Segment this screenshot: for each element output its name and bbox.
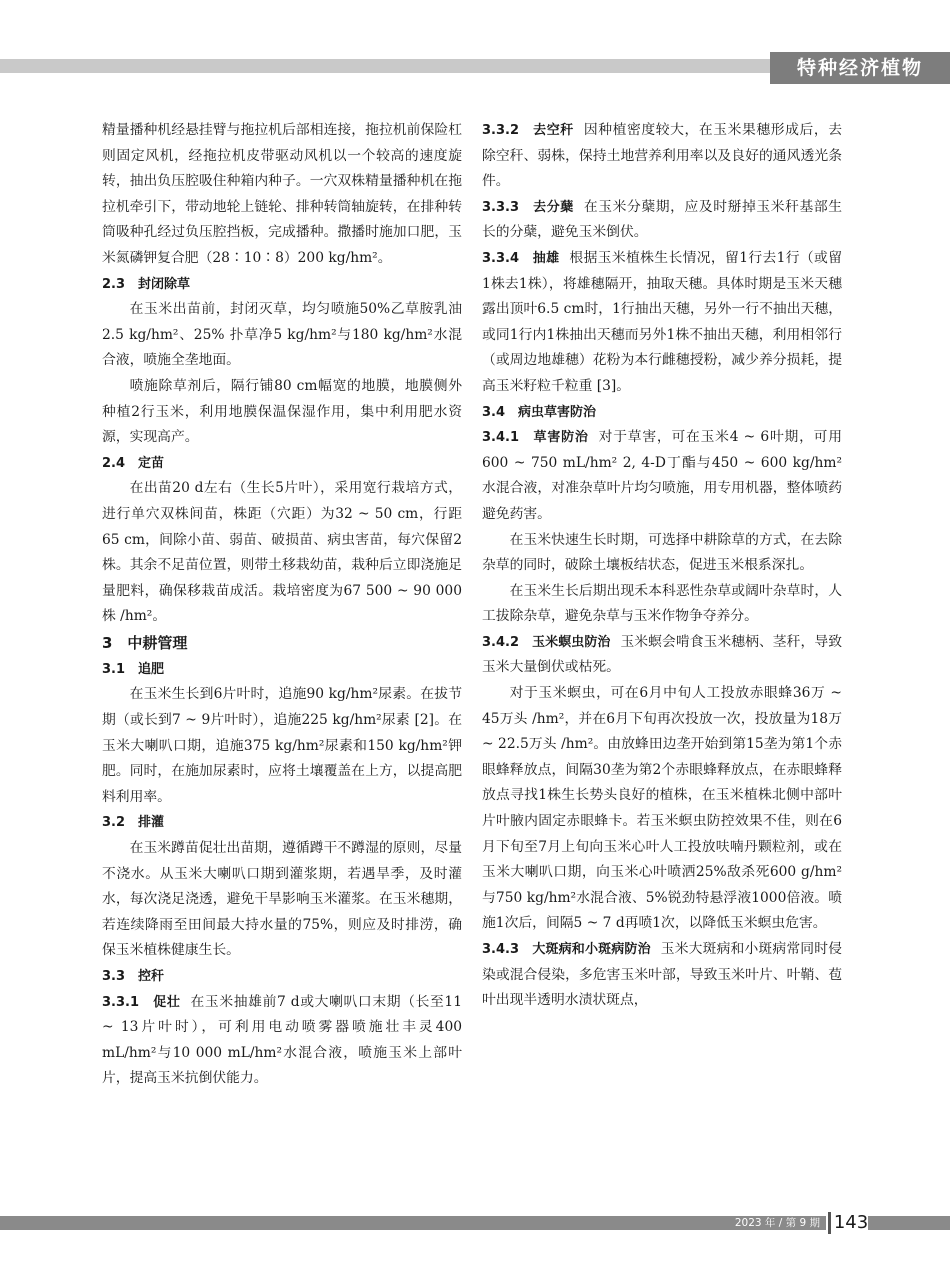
journal-section-label: 特种经济植物 bbox=[770, 52, 950, 84]
footer-bar-end bbox=[868, 1216, 950, 1230]
paragraph: 在玉米抽雄前7 d或大喇叭口末期（长至11 ~ 13片叶时），可利用电动喷雾器喷施壮丰灵400 mL/hm²与10 000 mL/hm²水混合液，喷施玉米上部叶片，提高玉米抗倒伏能力。 bbox=[102, 993, 462, 1087]
subsection-heading: 3.3.4 抽雄 bbox=[482, 250, 560, 266]
right-column bbox=[482, 118, 842, 1014]
subsection-heading: 3.3.1 促壮 bbox=[102, 994, 181, 1010]
subsection-heading: 3.4.3 大斑病和小斑病防治 bbox=[482, 942, 651, 957]
paragraph: 在玉米生长后期出现禾本科恶性杂草或阔叶杂草时，人工拔除杂草，避免杂草与玉米作物争夺养分。 bbox=[482, 582, 842, 625]
paragraph: 喷施除草剂后，隔行铺80 cm幅宽的地膜，地膜侧外种植2行玉米，利用地膜保温保湿作用，集中利用肥水资源，实现高产。 bbox=[102, 377, 462, 446]
subsection-heading: 3.3.3 去分蘖 bbox=[482, 199, 574, 215]
issue-label: 2023 年 / 第 9 期 bbox=[734, 1217, 820, 1229]
subsection-heading: 3.4.2 玉米螟虫防治 bbox=[482, 634, 611, 650]
subsection-heading: 3.3.2 去空秆 bbox=[482, 123, 574, 138]
left-column bbox=[102, 118, 462, 1092]
page-number: 143 bbox=[828, 1212, 871, 1234]
paragraph: 精量播种机经悬挂臂与拖拉机后部相连接，拖拉机前保险杠则固定风机，经拖拉机皮带驱动风机以一个较高的速度旋转，抽出负压腔吸住种箱内种子。一穴双株精量播种机在拖拉机牵引下，带动地轮上链轮、排种转筒轴旋转，在排种转筒吸种孔经过负压腔挡板，完成播种。撒播时施加口肥，玉米氮磷钾复合肥（28∶10∶8）200 kg/hm²。 bbox=[102, 122, 462, 266]
section-heading: 3.4 病虫草害防治 bbox=[482, 404, 597, 420]
paragraph: 在出苗20 d左右（生长5片叶），采用宽行栽培方式，进行单穴双株间苗，株距（穴距）为32 ~ 50 cm，行距65 cm，间除小苗、弱苗、破损苗、病虫害苗，每穴保留2株。其余不足苗位置，则带土移栽幼苗，栽种后立即浇施足量肥料，确保移栽苗成活。栽培密度为67 500 ~ 90 000株 /hm²。 bbox=[102, 480, 462, 625]
paragraph: 对于草害，可在玉米4 ~ 6叶期，可用600 ~ 750 mL/hm² 2, 4-D丁酯与450 ~ 600 kg/hm²水混合液，对准杂草叶片均匀喷施，用专用机器，整体喷药避免药害。 bbox=[482, 429, 843, 522]
paragraph: 因种植密度较大，在玉米果穗形成后，去除空秆、弱株，保持土地营养利用率以及良好的通风透光条件。 bbox=[482, 122, 843, 190]
section-heading: 3.2 排灌 bbox=[102, 815, 165, 831]
chapter-heading: 3 中耕管理 bbox=[102, 633, 188, 652]
paragraph: 在玉米生长到6片叶时，追施90 kg/hm²尿素。在拔节期（或长到7 ~ 9片叶时），追施225 kg/hm²尿素 [2]。在玉米大喇叭口期，追施375 kg/hm²尿素和150 kg/hm²钾肥。同时，在施加尿素时，应将土壤覆盖在上方，以提高肥料利用率。 bbox=[102, 686, 462, 805]
paragraph: 对于玉米螟虫，可在6月中旬人工投放赤眼蜂36万 ~ 45万头 /hm²，并在6月下旬再次投放一次，投放量为18万 ~ 22.5万头 /hm²。由放蜂田边垄开始到第15垄为第1个赤眼蜂释放点，间隔30垄为第2个赤眼蜂释放点，在赤眼蜂释放点寻找1株生长势头良好的植株，在玉米植株北侧中部叶片叶腋内固定赤眼蜂卡。若玉米螟虫防控效果不佳，则在6月下旬至7月上旬向玉米心叶人工投放呋喃丹颗粒剂，或在玉米大喇叭口期，向玉米心叶喷洒25%敌杀死600 g/hm²与750 kg/hm²水混合液、5%锐劲特悬浮液1000倍液。喷施1次后，间隔5 ~ 7 d再喷1次，以降低玉米螟虫危害。 bbox=[482, 685, 842, 932]
header-strip bbox=[0, 59, 770, 73]
subsection-heading: 3.4.1 草害防治 bbox=[482, 430, 589, 446]
paragraph: 在玉米分蘖期，应及时掰掉玉米秆基部生长的分蘖，避免玉米倒伏。 bbox=[482, 198, 843, 241]
paragraph: 在玉米蹲苗促壮出苗期，遵循蹲干不蹲湿的原则，尽量不浇水。从玉米大喇叭口期到灌浆期，若遇旱季，及时灌水，每次浇足浇透，避免干旱影响玉米灌浆。在玉米穗期，若连续降雨至田间最大持水量的75%，则应及时排涝，确保玉米植株健康生长。 bbox=[102, 840, 462, 959]
section-heading: 3.3 控秆 bbox=[102, 969, 165, 984]
paragraph: 玉米大斑病和小斑病常同时侵染或混合侵染，多危害玉米叶部，导致玉米叶片、叶鞘、苞叶出现半透明水渍状斑点， bbox=[482, 941, 842, 1009]
paragraph: 玉米螟会啃食玉米穗柄、茎秆，导致玉米大量倒伏或枯死。 bbox=[482, 633, 843, 676]
paragraph: 在玉米出苗前，封闭灭草，均匀喷施50%乙草胺乳油2.5 kg/hm²、25% 扑草净5 kg/hm²与180 kg/hm²水混合液，喷施全垄地面。 bbox=[102, 301, 462, 369]
section-heading: 2.4 定苗 bbox=[102, 455, 165, 471]
section-heading: 2.3 封闭除草 bbox=[102, 276, 191, 292]
section-heading: 3.1 追肥 bbox=[102, 661, 165, 677]
page-footer bbox=[0, 1212, 950, 1234]
paragraph: 根据玉米植株生长情况，留1行去1行（或留1株去1株），将雄穗隔开，抽取天穗。具体时期是玉米天穗露出顶叶6.5 cm时，1行抽出天穗，另外一行不抽出天穗，或同1行内1株抽出天穗而另外1株不抽出天穗，利用相邻行（或周边地雄穗）花粉为本行雌穗授粉，减少养分损耗，提高玉米籽粒千粒重 [3]。 bbox=[482, 249, 842, 394]
section-header-band bbox=[0, 52, 950, 84]
paragraph: 在玉米快速生长时期，可选择中耕除草的方式，在去除杂草的同时，破除土壤板结状态，促进玉米根系深扎。 bbox=[482, 531, 842, 574]
